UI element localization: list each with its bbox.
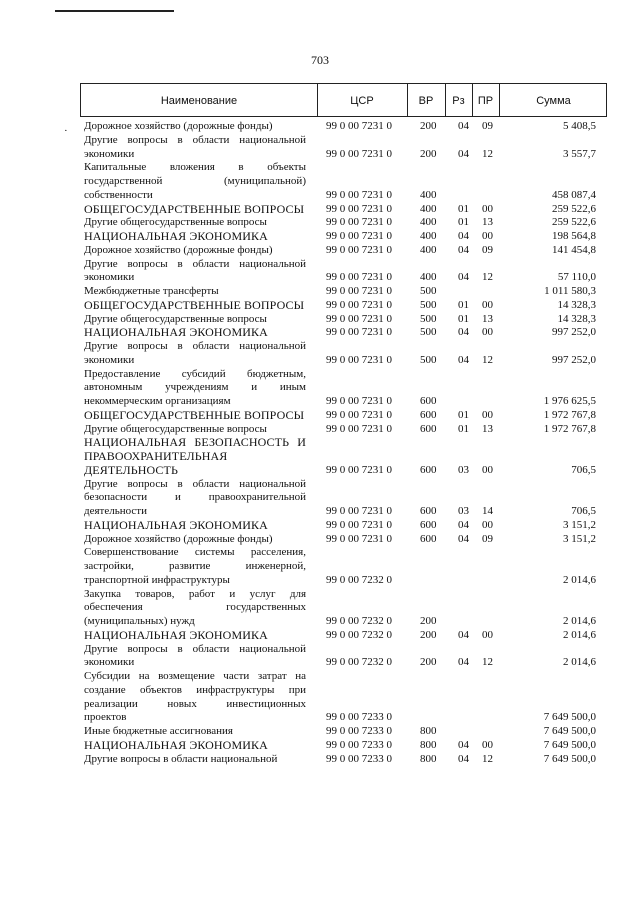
table-row (84, 161, 604, 202)
row-tsr: 99 0 00 7231 0 (326, 147, 392, 160)
row-sum: 7 649 500,0 (543, 711, 596, 724)
header-vr: ВР (418, 95, 434, 107)
row-tsr: 99 0 00 7231 0 (326, 395, 392, 407)
row-name (84, 670, 306, 725)
row-sum: 259 522,6 (552, 216, 596, 229)
table-header (80, 83, 607, 117)
row-rz: 03 (458, 463, 469, 476)
row-vr: 400 (420, 188, 437, 201)
row-tsr: 99 0 00 7233 0 (326, 738, 392, 751)
row-sum: 198 564,8 (552, 230, 596, 242)
row-name-line: Капитальные вложения в объекты (84, 161, 306, 174)
row-vr: 200 (420, 120, 437, 132)
row-vr: 600 (420, 463, 437, 476)
table-row (84, 423, 604, 437)
row-name-line: экономики (84, 271, 135, 284)
row-name-line: Другие вопросы в области национальной (84, 133, 306, 146)
row-rz: 01 (458, 216, 469, 229)
row-rz: 04 (458, 628, 469, 641)
row-tsr: 99 0 00 7231 0 (326, 422, 392, 435)
row-sum: 2 014,6 (563, 628, 596, 641)
row-tsr: 99 0 00 7232 0 (326, 573, 392, 586)
row-sum: 57 110,0 (557, 271, 596, 284)
row-name (84, 326, 306, 340)
row-pr: 09 (482, 243, 493, 256)
row-name (84, 203, 306, 217)
row-rz: 01 (458, 202, 469, 215)
row-name-line: автономным учреждениям и иным (84, 381, 306, 394)
row-pr: 12 (482, 752, 493, 765)
table-row (84, 216, 604, 230)
row-name (84, 368, 306, 409)
row-tsr: 99 0 00 7231 0 (326, 230, 392, 242)
table-row (84, 326, 604, 340)
table-row (84, 670, 604, 725)
row-name (84, 409, 306, 423)
row-pr: 00 (482, 298, 493, 311)
row-vr: 600 (420, 408, 437, 421)
row-sum: 2 014,6 (563, 573, 596, 586)
row-pr: 13 (482, 312, 493, 325)
row-name (84, 313, 306, 327)
header-name: Наименование (160, 95, 238, 107)
row-vr: 600 (420, 395, 437, 407)
row-rz: 04 (458, 271, 469, 284)
row-name-line: проектов (84, 711, 127, 724)
row-vr: 200 (420, 656, 437, 669)
row-pr: 00 (482, 202, 493, 215)
row-tsr: 99 0 00 7233 0 (326, 752, 392, 765)
row-tsr: 99 0 00 7231 0 (326, 216, 392, 229)
row-pr: 12 (482, 656, 493, 669)
row-name-line: обеспечения государственных (84, 601, 306, 614)
row-name-line: застройки, развитие инженерной, (84, 560, 306, 572)
row-sum: 2 014,6 (563, 615, 596, 627)
row-rz: 01 (458, 312, 469, 325)
header-tsr: ЦСР (350, 95, 374, 107)
row-tsr: 99 0 00 7231 0 (326, 120, 392, 132)
row-sum: 706,5 (571, 463, 596, 476)
table-row (84, 313, 604, 327)
table-row (84, 244, 604, 258)
table-row (84, 643, 604, 671)
row-name (84, 216, 306, 230)
row-vr: 400 (420, 243, 437, 256)
row-name-line: НАЦИОНАЛЬНАЯ ЭКОНОМИКА (84, 517, 268, 532)
row-rz: 04 (458, 230, 469, 242)
row-vr: 600 (420, 505, 437, 517)
row-vr: 800 (420, 752, 437, 765)
row-name (84, 285, 306, 299)
row-rz: 03 (458, 505, 469, 517)
row-sum: 7 649 500,0 (543, 738, 596, 751)
margin-mark: · (64, 125, 68, 137)
row-name (84, 258, 306, 286)
table-row (84, 203, 604, 217)
row-vr: 500 (420, 298, 437, 311)
row-tsr: 99 0 00 7231 0 (326, 408, 392, 421)
row-pr: 12 (482, 271, 493, 284)
row-pr: 09 (482, 120, 493, 132)
table-row (84, 725, 604, 739)
row-name-line: Другие вопросы в области национальной (84, 477, 306, 490)
row-vr: 200 (420, 628, 437, 641)
row-name (84, 230, 306, 244)
header-pr: ПР (477, 95, 494, 107)
row-name (84, 546, 306, 587)
row-rz: 04 (458, 738, 469, 751)
row-name-line: НАЦИОНАЛЬНАЯ ЭКОНОМИКА (84, 229, 268, 243)
row-rz: 04 (458, 518, 469, 531)
row-name-line: экономики (84, 147, 135, 160)
row-name-line: ПРАВООХРАНИТЕЛЬНАЯ (84, 449, 228, 463)
row-rz: 04 (458, 752, 469, 765)
row-name (84, 533, 306, 547)
row-name-line: ОБЩЕГОСУДАРСТВЕННЫЕ ВОПРОСЫ (84, 297, 305, 312)
row-sum: 14 328,3 (557, 298, 596, 311)
row-rz: 04 (458, 243, 469, 256)
row-name-line: Другие общегосударственные вопросы (84, 312, 267, 325)
table-row (84, 519, 604, 533)
row-name-line: безопасности и правоохранительной (84, 491, 306, 504)
row-name-line: НАЦИОНАЛЬНАЯ ЭКОНОМИКА (84, 325, 268, 340)
table-row (84, 546, 604, 587)
row-rz: 04 (458, 353, 469, 366)
row-name-line: Другие вопросы в области национальной (84, 752, 278, 765)
row-vr: 400 (420, 271, 437, 284)
row-name (84, 299, 306, 313)
row-pr: 13 (482, 422, 493, 435)
row-name (84, 753, 306, 767)
row-name-line: Дорожное хозяйство (дорожные фонды) (84, 120, 273, 132)
row-pr: 12 (482, 353, 493, 366)
row-pr: 09 (482, 532, 493, 545)
table-row (84, 230, 604, 244)
table-row (84, 258, 604, 286)
row-name (84, 340, 306, 368)
row-pr: 12 (482, 147, 493, 160)
row-sum: 3 151,2 (563, 532, 596, 545)
row-name (84, 423, 306, 437)
row-tsr: 99 0 00 7231 0 (326, 505, 392, 517)
row-vr: 500 (420, 326, 437, 339)
row-pr: 00 (482, 463, 493, 476)
row-sum: 706,5 (571, 505, 596, 517)
row-rz: 04 (458, 656, 469, 669)
row-name (84, 244, 306, 258)
row-tsr: 99 0 00 7231 0 (326, 353, 392, 366)
row-pr: 00 (482, 738, 493, 751)
row-sum: 1 011 580,3 (544, 285, 596, 297)
table-row (84, 285, 604, 299)
table-row (84, 533, 604, 547)
row-sum: 1 972 767,8 (543, 408, 596, 421)
row-tsr: 99 0 00 7231 0 (326, 312, 392, 325)
row-rz: 04 (458, 326, 469, 339)
row-rz: 04 (458, 147, 469, 160)
row-vr: 500 (420, 312, 437, 325)
row-name-line: некоммерческим организациям (84, 395, 231, 407)
row-sum: 7 649 500,0 (543, 752, 596, 765)
row-name-line: Совершенствование системы расселения, (84, 546, 306, 559)
row-sum: 5 408,5 (563, 120, 596, 132)
table-row (84, 588, 604, 629)
row-name-line: Другие вопросы в области национальной (84, 340, 306, 352)
row-tsr: 99 0 00 7232 0 (326, 628, 392, 641)
row-name (84, 436, 306, 477)
table-row (84, 134, 604, 162)
row-tsr: 99 0 00 7231 0 (326, 298, 392, 311)
row-name-line: транспортной инфраструктуры (84, 573, 230, 586)
row-tsr: 99 0 00 7231 0 (326, 188, 392, 201)
row-sum: 259 522,6 (552, 202, 596, 215)
row-pr: 00 (482, 628, 493, 641)
row-tsr: 99 0 00 7232 0 (326, 656, 392, 669)
row-vr: 400 (420, 202, 437, 215)
row-vr: 200 (420, 615, 437, 627)
row-pr: 13 (482, 216, 493, 229)
row-name-line: собственности (84, 188, 153, 201)
row-pr: 00 (482, 408, 493, 421)
row-name-line: Другие вопросы в области национальной (84, 642, 306, 655)
row-name-line: создание объектов инфраструктуры при (84, 683, 306, 696)
row-vr: 600 (420, 518, 437, 531)
row-name (84, 519, 306, 533)
row-name-line: ДЕЯТЕЛЬНОСТЬ (84, 462, 178, 477)
row-name-line: Другие общегосударственные вопросы (84, 422, 267, 435)
row-name-line: Межбюджетные трансферты (84, 285, 219, 297)
table-row (84, 629, 604, 643)
row-tsr: 99 0 00 7231 0 (326, 326, 392, 339)
table-row (84, 436, 604, 477)
row-pr: 00 (482, 518, 493, 531)
row-sum: 458 087,4 (552, 188, 596, 201)
row-rz: 04 (458, 532, 469, 545)
table-row (84, 368, 604, 409)
row-tsr: 99 0 00 7231 0 (326, 285, 392, 297)
row-name (84, 629, 306, 643)
row-name-line: экономики (84, 656, 135, 669)
row-name (84, 161, 306, 202)
row-vr: 500 (420, 285, 437, 297)
row-tsr: 99 0 00 7231 0 (326, 243, 392, 256)
row-name-line: Дорожное хозяйство (дорожные фонды) (84, 532, 273, 545)
header-rz: Рз (452, 95, 465, 107)
row-name-line: Дорожное хозяйство (дорожные фонды) (84, 243, 273, 256)
table-row (84, 753, 604, 767)
row-name (84, 588, 306, 629)
row-tsr: 99 0 00 7231 0 (326, 518, 392, 531)
row-name-line: ОБЩЕГОСУДАРСТВЕННЫЕ ВОПРОСЫ (84, 407, 305, 422)
table-row (84, 299, 604, 313)
row-vr: 800 (420, 725, 437, 737)
header-sum: Сумма (536, 95, 571, 107)
row-rz: 01 (458, 408, 469, 421)
row-vr: 600 (420, 422, 437, 435)
row-vr: 500 (420, 353, 437, 366)
row-name-line: (муниципальных) нужд (84, 615, 195, 627)
row-sum: 3 557,7 (563, 147, 596, 160)
row-sum: 1 972 767,8 (543, 422, 596, 435)
row-pr: 14 (482, 505, 493, 517)
row-tsr: 99 0 00 7231 0 (326, 202, 392, 215)
row-name-line: Субсидии на возмещение части затрат на (84, 670, 306, 682)
row-tsr: 99 0 00 7233 0 (326, 711, 392, 724)
table-row (84, 478, 604, 519)
row-name-line: НАЦИОНАЛЬНАЯ ЭКОНОМИКА (84, 737, 268, 752)
row-vr: 800 (420, 738, 437, 751)
row-name (84, 725, 306, 739)
row-name-line: Предоставление субсидий бюджетным, (84, 367, 306, 380)
row-pr: 00 (482, 326, 493, 339)
table-row (84, 739, 604, 753)
row-tsr: 99 0 00 7232 0 (326, 615, 392, 627)
row-vr: 400 (420, 230, 437, 242)
row-rz: 01 (458, 422, 469, 435)
row-name (84, 134, 306, 162)
table-row (84, 120, 604, 134)
page-number: 703 (311, 53, 329, 67)
row-name (84, 643, 306, 671)
row-tsr: 99 0 00 7233 0 (326, 725, 392, 737)
row-name (84, 739, 306, 753)
row-name-line: Иные бюджетные ассигнования (84, 725, 233, 737)
row-sum: 997 252,0 (552, 326, 596, 339)
row-name (84, 478, 306, 519)
row-sum: 14 328,3 (557, 312, 596, 325)
row-sum: 997 252,0 (552, 353, 596, 366)
row-sum: 2 014,6 (563, 656, 596, 669)
row-name-line: ОБЩЕГОСУДАРСТВЕННЫЕ ВОПРОСЫ (84, 201, 305, 216)
table-row (84, 340, 604, 368)
row-name (84, 120, 306, 134)
row-name-line: государственной (муниципальной) (84, 175, 306, 187)
row-vr: 200 (420, 147, 437, 160)
row-rz: 04 (458, 120, 469, 132)
row-name-line: НАЦИОНАЛЬНАЯ ЭКОНОМИКА (84, 627, 268, 642)
row-vr: 400 (420, 216, 437, 229)
row-tsr: 99 0 00 7231 0 (326, 271, 392, 284)
row-name-line: НАЦИОНАЛЬНАЯ БЕЗОПАСНОСТЬ И (84, 435, 306, 450)
row-pr: 00 (482, 230, 493, 242)
row-sum: 141 454,8 (552, 243, 596, 256)
row-tsr: 99 0 00 7231 0 (326, 463, 392, 476)
row-vr: 600 (420, 532, 437, 545)
row-sum: 1 976 625,5 (543, 395, 596, 407)
row-sum: 3 151,2 (563, 518, 596, 531)
row-sum: 7 649 500,0 (543, 725, 596, 737)
row-tsr: 99 0 00 7231 0 (326, 532, 392, 545)
row-name-line: Другие общегосударственные вопросы (84, 216, 267, 229)
row-name-line: Другие вопросы в области национальной (84, 257, 306, 270)
row-rz: 01 (458, 298, 469, 311)
row-name-line: Закупка товаров, работ и услуг для (84, 587, 306, 600)
row-name-line: деятельности (84, 505, 147, 517)
row-name-line: экономики (84, 353, 135, 366)
row-name-line: реализации новых инвестиционных (84, 697, 306, 710)
table-row (84, 409, 604, 423)
top-rule (55, 10, 174, 12)
